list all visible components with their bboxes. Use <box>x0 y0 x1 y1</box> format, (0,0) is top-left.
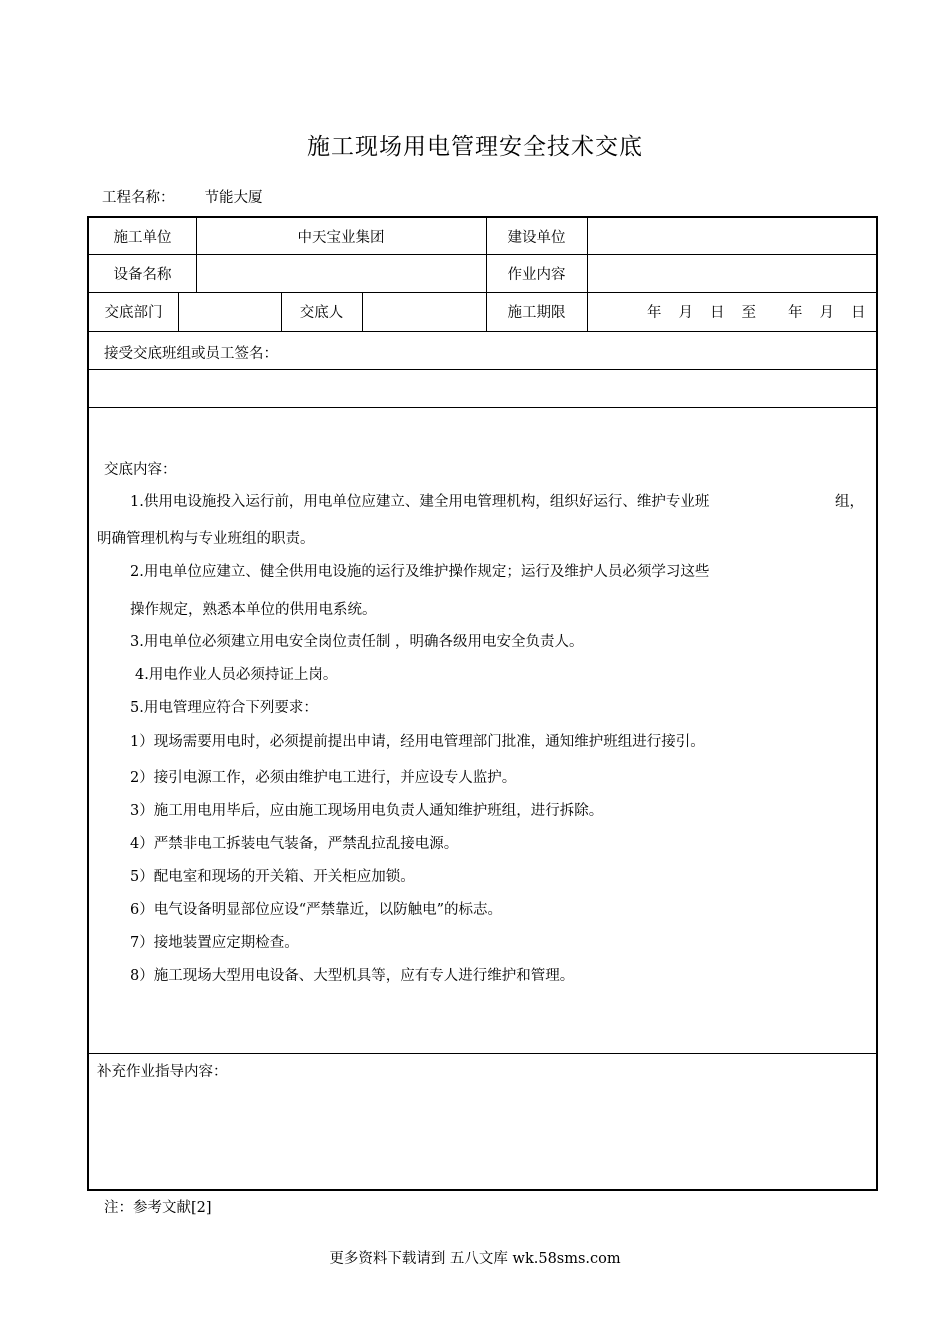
row-divider <box>89 1053 876 1054</box>
footer-text: 更多资料下载请到 五八文库 wk.58sms.com <box>329 1251 621 1267</box>
row-divider <box>89 331 876 332</box>
project-name-label: 工程名称： <box>102 190 175 206</box>
content-line: 2.用电单位应建立、健全供用电设施的运行及维护操作规定；运行及维护人员必须学习这些 <box>130 564 710 580</box>
content-line: 6）电气设备明显部位应设“严禁靠近，以防触电”的标志。 <box>130 902 503 918</box>
content-line: 3）施工用电用毕后，应由施工现场用电负责人通知维护班组，进行拆除。 <box>130 803 604 819</box>
content-heading: 交底内容： <box>104 462 177 478</box>
content-line: 1.供用电设施投入运行前，用电单位应建立、建全用电管理机构，组织好运行、维护专业班 <box>130 494 710 510</box>
reference-note: 注：参考文献[2] <box>104 1200 212 1216</box>
content-line: 操作规定，熟悉本单位的供用电系统。 <box>130 602 377 618</box>
date-month-start: 月 <box>678 305 693 321</box>
work-content-label: 作业内容 <box>507 266 566 283</box>
content-line: 3.用电单位必须建立用电安全岗位责任制 ，明确各级用电安全负责人。 <box>130 634 584 650</box>
supplement-label: 补充作业指导内容： <box>97 1064 228 1080</box>
date-day-start: 日 <box>710 305 725 321</box>
content-line: 5.用电管理应符合下列要求： <box>130 700 318 716</box>
owner-unit-label: 建设单位 <box>507 229 566 246</box>
period-label: 施工期限 <box>507 305 566 321</box>
content-line: 4.用电作业人员必须持证上岗。 <box>135 667 338 683</box>
project-name-value: 节能大厦 <box>204 190 263 206</box>
content-line: 明确管理机构与专业班组的职责。 <box>97 531 315 547</box>
owner-unit-value <box>587 218 876 254</box>
row-divider <box>89 369 876 370</box>
disclosure-dept-value <box>178 292 281 331</box>
work-content-value <box>587 254 876 292</box>
date-day-end: 日 <box>851 305 866 321</box>
disclosure-table <box>87 216 878 1191</box>
equipment-name-value <box>196 254 486 292</box>
project-name-line <box>102 186 263 207</box>
period-value <box>587 292 876 331</box>
content-line: 2）接引电源工作，必须由维护电工进行，并应设专人监护。 <box>130 770 517 786</box>
content-line: 组， <box>835 494 864 510</box>
content-line: 4）严禁非电工拆装电气装备，严禁乱拉乱接电源。 <box>130 836 459 852</box>
content-line: 7）接地装置应定期检查。 <box>130 935 299 951</box>
construction-unit-value: 中天宝业集团 <box>297 229 385 246</box>
date-month-end: 月 <box>819 305 834 321</box>
content-line: 8）施工现场大型用电设备、大型机具等，应有专人进行维护和管理。 <box>130 968 575 984</box>
equipment-name-label: 设备名称 <box>113 266 172 283</box>
document-title: 施工现场用电管理安全技术交底 <box>307 134 643 160</box>
signature-label: 接受交底班组或员工签名： <box>104 346 278 362</box>
discloser-label: 交底人 <box>299 305 344 321</box>
discloser-value <box>362 292 486 331</box>
disclosure-dept-label: 交底部门 <box>104 305 163 321</box>
date-year-end: 年 <box>788 305 803 321</box>
construction-unit-label: 施工单位 <box>113 229 172 246</box>
date-year-start: 年 <box>647 305 662 321</box>
date-to: 至 <box>741 305 756 321</box>
content-line: 1）现场需要用电时，必须提前提出申请，经用电管理部门批准，通知维护班组进行接引。 <box>130 734 705 750</box>
row-divider <box>89 407 876 408</box>
content-line: 5）配电室和现场的开关箱、开关柜应加锁。 <box>130 869 415 885</box>
